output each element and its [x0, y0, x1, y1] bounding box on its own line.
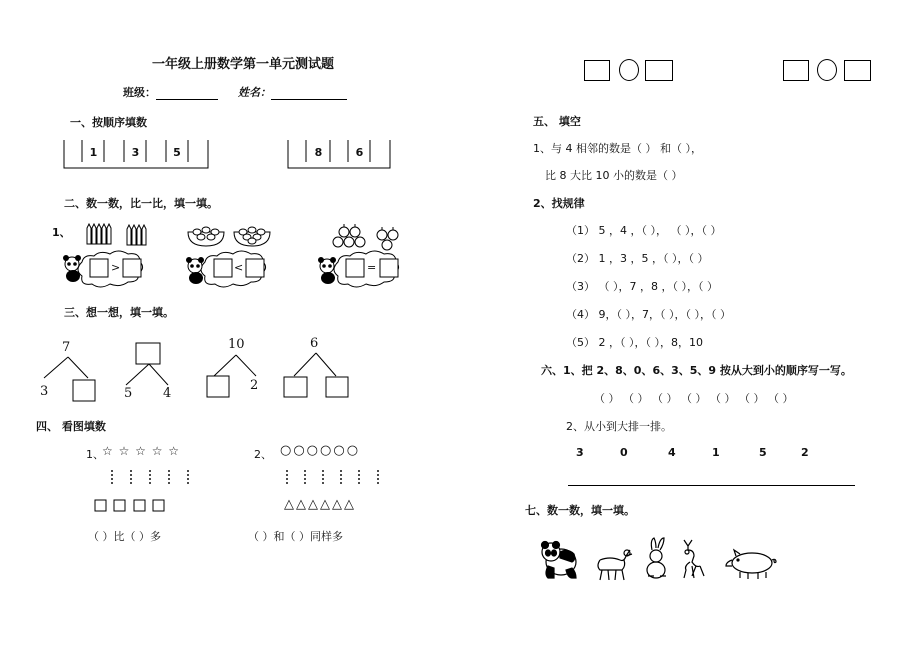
section-6-question-2: 2、从小到大排一排。	[566, 420, 672, 433]
deer-icon	[684, 540, 704, 578]
fill-question[interactable]: 1、与 4 相邻的数是（ ） 和（ ），	[533, 142, 702, 155]
question-number: 1、	[52, 226, 71, 239]
bond-number: 4	[163, 386, 172, 401]
seq-cell: 8	[314, 146, 323, 159]
section-6-question-1: 六、1、把 2、8、0、6、3、5、9 按从大到小的顺序写一写。	[541, 364, 852, 377]
rabbit-icon	[647, 538, 666, 578]
star-row: ☆ ☆ ☆ ☆ ☆	[102, 444, 181, 458]
bond-number: 2	[250, 378, 259, 393]
bond-number: 10	[228, 337, 245, 352]
sort-number: 1	[712, 446, 720, 459]
seq-cell: 1	[89, 146, 98, 159]
q1-label: 1、	[86, 448, 104, 461]
sort-number: 5	[759, 446, 767, 459]
name-label-text: 姓名：	[238, 86, 271, 99]
order-slots[interactable]: （ ） （ ） （ ） （ ） （ ） （ ） （ ）	[594, 392, 794, 405]
seq-cell: 6	[355, 146, 364, 159]
seq-cell: 5	[173, 146, 181, 159]
section-7-heading: 七、数一数，填一填。	[525, 504, 635, 517]
section-3-heading: 三、想一想，填一填。	[64, 306, 174, 319]
panda-icon	[542, 542, 577, 579]
seq-cell: 3	[131, 146, 140, 159]
bond-number: 5	[124, 386, 133, 401]
sort-number: 2	[801, 446, 809, 459]
section-5-heading: 五、 填空	[533, 115, 581, 128]
pattern-row[interactable]: （4） 9，（ ），7，（ ），（ ），（ ）	[566, 308, 731, 321]
page-title: 一年级上册数学第一单元测试题	[152, 57, 335, 72]
q1-answer[interactable]: （ ）比（ ）多	[88, 530, 161, 543]
section-1-heading: 一、按顺序填数	[70, 116, 147, 129]
pattern-row[interactable]: （5） 2 ，（ ），（ ），8，10	[566, 336, 703, 349]
compare-op: <	[234, 261, 244, 274]
goat-icon	[598, 550, 632, 580]
pattern-row[interactable]: （2） 1 ，3 ，5 ，（ ），（ ）	[566, 252, 709, 265]
sort-number: 0	[620, 446, 628, 459]
sort-number: 3	[576, 446, 584, 459]
sort-number: 4	[668, 446, 676, 459]
pattern-row[interactable]: （1） 5 ，4 ，（ ）， （ ），（ ）	[566, 224, 722, 237]
q2-label: 2、	[254, 448, 272, 461]
triangle-row: △△△△△△	[284, 497, 356, 512]
circle-row: ○○○○○○	[280, 443, 361, 458]
pig-icon	[726, 550, 776, 579]
section-2-heading: 二、数一数，比一比，填一填。	[64, 197, 218, 210]
class-label-text: 班级：	[123, 86, 156, 99]
bond-number: 7	[62, 340, 71, 355]
compare-op: =	[367, 261, 377, 274]
compare-op: >	[111, 261, 121, 274]
fill-question[interactable]: 比 8 大比 10 小的数是（ ）	[545, 169, 683, 182]
q2-answer[interactable]: （ ）和（ ）同样多	[248, 530, 343, 543]
bond-number: 6	[310, 336, 319, 351]
bond-number: 3	[40, 384, 49, 399]
pattern-heading: 2、找规律	[533, 197, 585, 210]
pattern-row[interactable]: （3） （ ），7 ，8 ，（ ），（ ）	[566, 280, 718, 293]
section-4-heading: 四、 看图填数	[36, 420, 106, 433]
